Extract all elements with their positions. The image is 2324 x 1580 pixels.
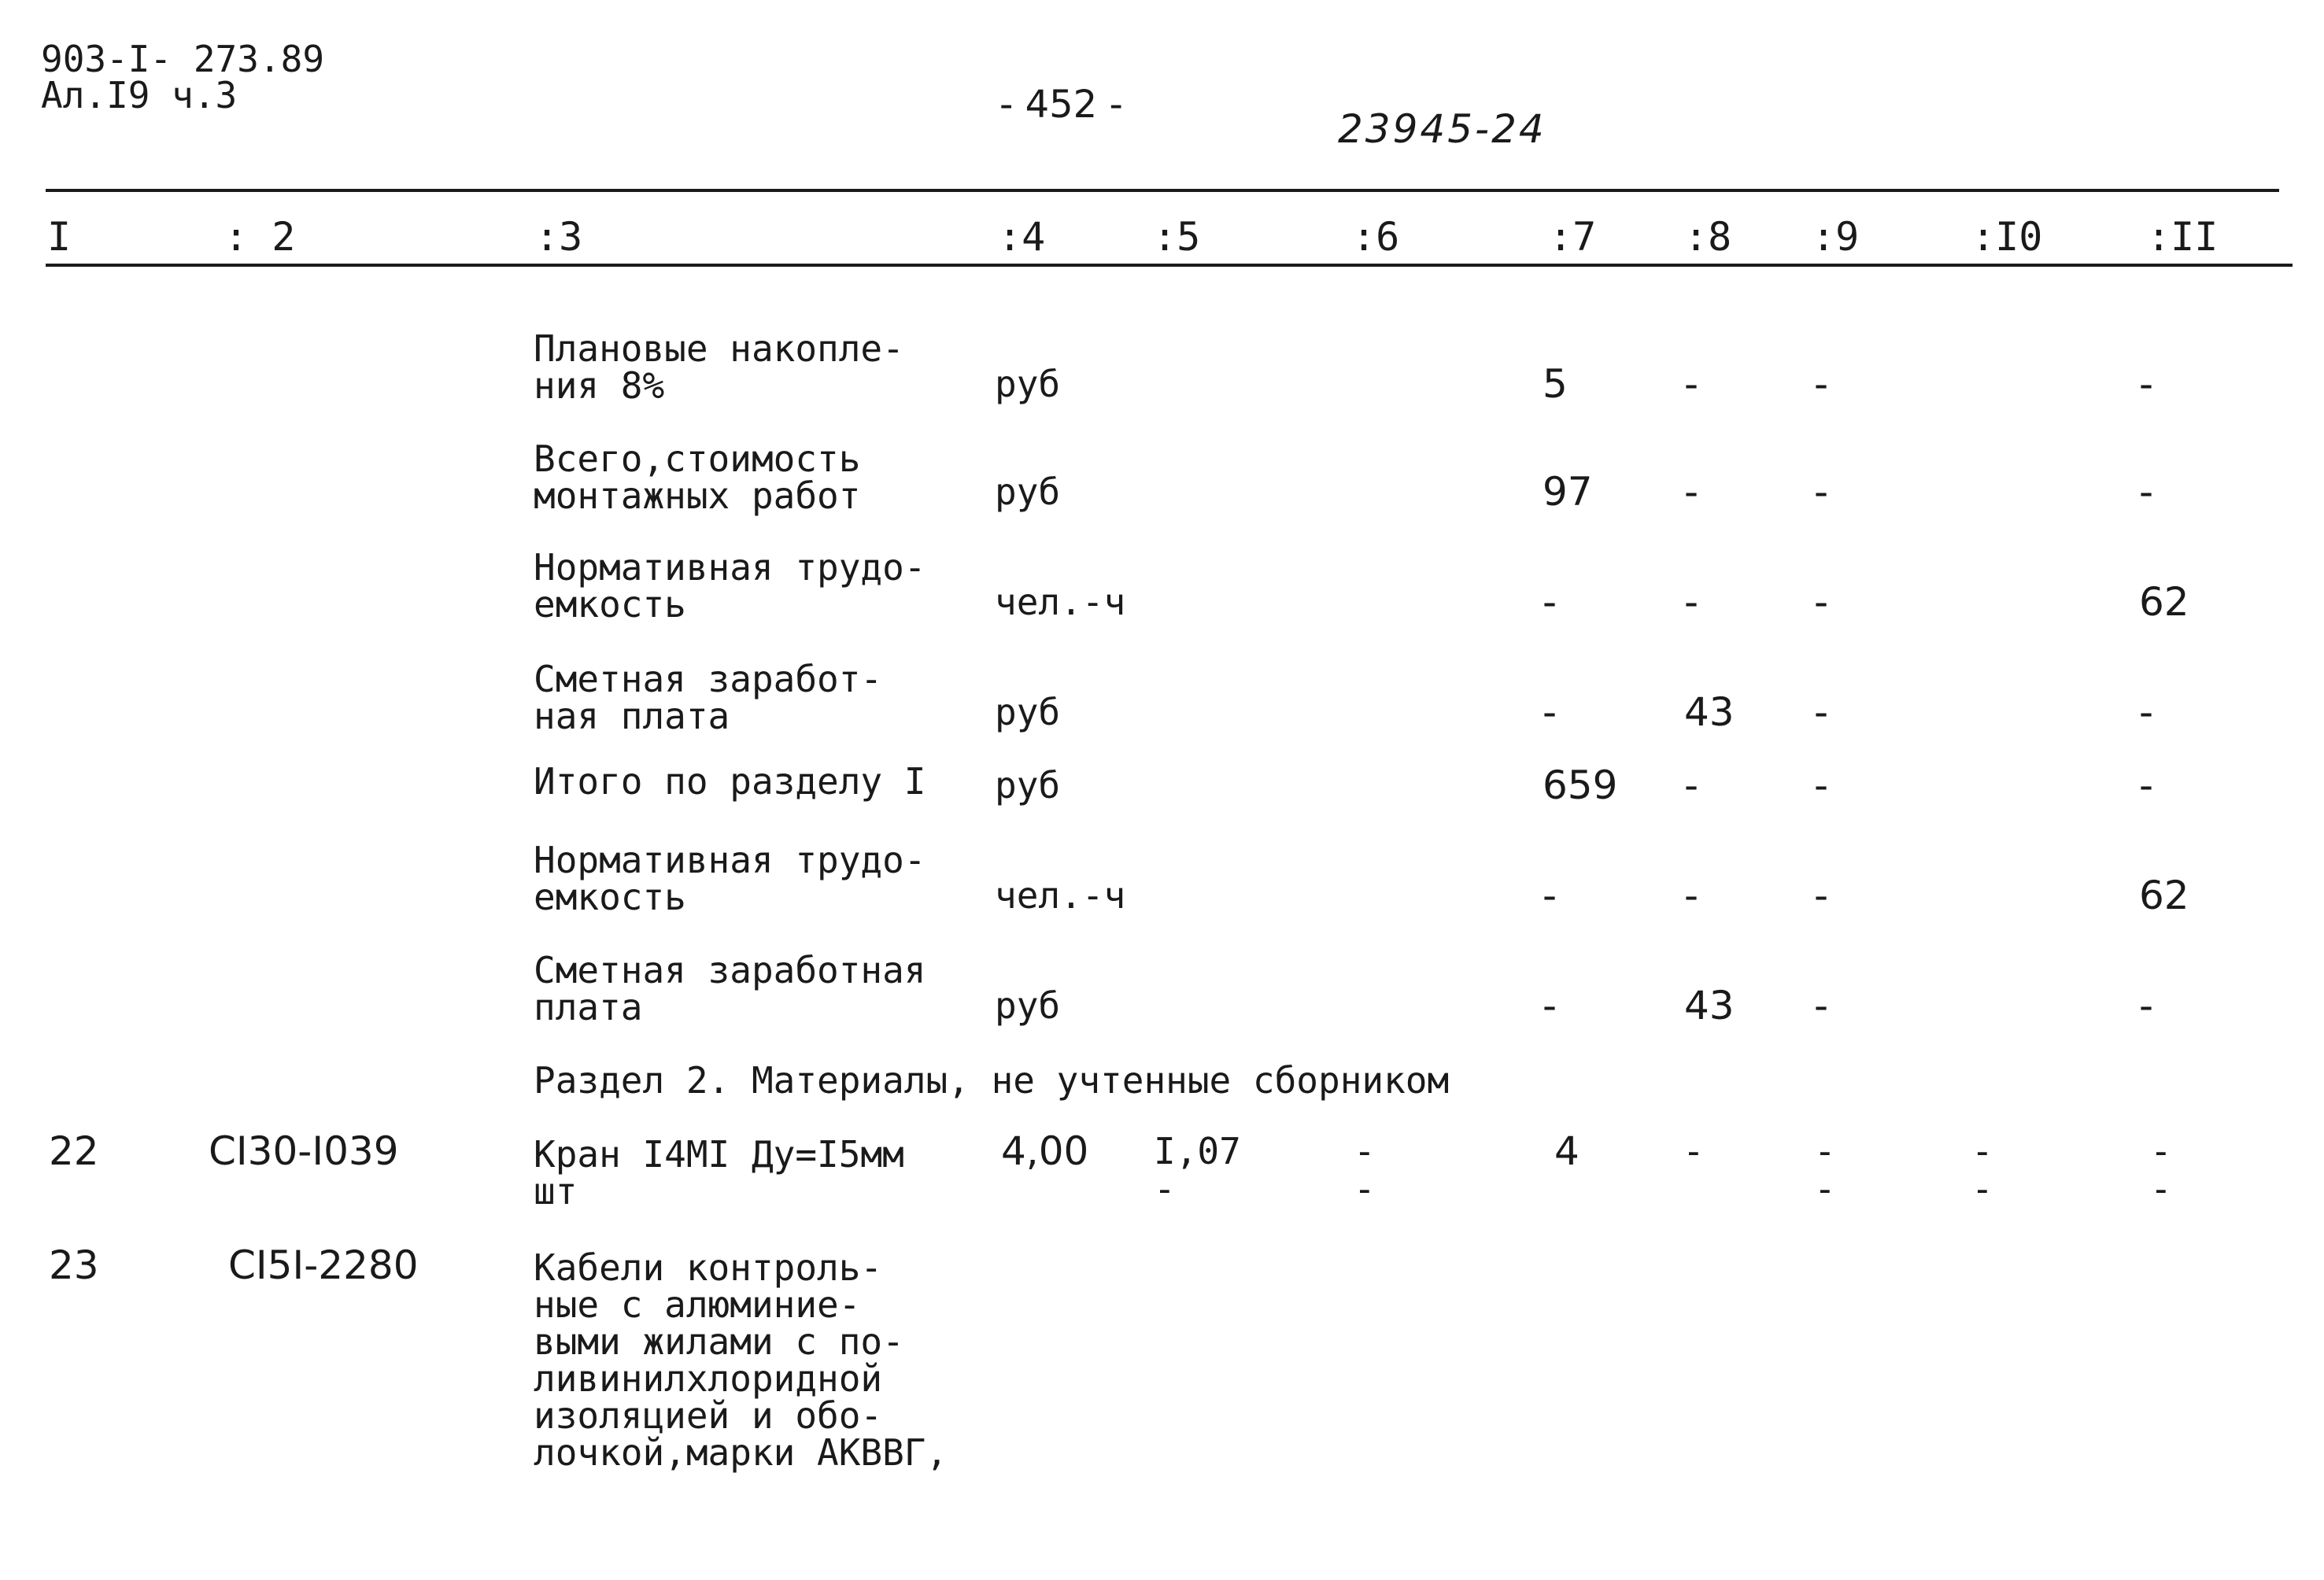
section-heading: Раздел 2. Материалы, не учтенные сборником bbox=[534, 1059, 1450, 1102]
cell-col7: - bbox=[1543, 873, 1557, 918]
cell-col11: - bbox=[2139, 689, 2154, 735]
cell-col7: - bbox=[1543, 983, 1557, 1028]
handwritten-number: 23945-24 bbox=[1338, 106, 1546, 152]
cell-col8: - bbox=[1683, 1130, 1705, 1172]
cell-col8: - bbox=[1684, 361, 1699, 407]
row-description: Итого по разделу I bbox=[534, 760, 926, 803]
item-code: CI5I-2280 bbox=[228, 1242, 419, 1288]
cell-col7: 97 bbox=[1543, 469, 1593, 515]
cell-col8: - bbox=[1684, 762, 1699, 808]
cell-col11: 62 bbox=[2139, 873, 2189, 918]
col-header-1: I bbox=[47, 214, 72, 260]
cell-col7: 4 bbox=[1554, 1128, 1580, 1174]
col-header-5: :5 bbox=[1153, 214, 1201, 260]
col-header-8: :8 bbox=[1684, 214, 1732, 260]
page-number: - 452 - bbox=[999, 83, 1123, 127]
cell-col9: - bbox=[1814, 983, 1829, 1028]
cell-col8: - bbox=[1684, 873, 1699, 918]
cell-col6: - bbox=[1354, 1130, 1376, 1172]
row-description: Плановые накопле- ния 8% bbox=[534, 327, 904, 407]
row-description: Всего,стоимость монтажных работ bbox=[534, 437, 861, 517]
cell-col7: 659 bbox=[1543, 762, 1618, 808]
row-description: Нормативная трудо- емкость bbox=[534, 839, 926, 918]
col-header-10: :I0 bbox=[1971, 214, 2043, 260]
document-code-line1: 903-I- 273.89 bbox=[41, 38, 325, 80]
item-number: 23 bbox=[49, 1242, 99, 1288]
item-description: Кран I4MI Ду=I5мм шт bbox=[534, 1133, 904, 1213]
cell-col7: - bbox=[1543, 689, 1557, 735]
cell-col11: 62 bbox=[2139, 579, 2189, 625]
cell-col7: 5 bbox=[1543, 361, 1568, 407]
cell-col9-line2: - bbox=[1814, 1168, 1836, 1210]
col-header-6: :6 bbox=[1352, 214, 1400, 260]
col-header-11: :II bbox=[2147, 214, 2219, 260]
row-unit: чел.-ч bbox=[995, 581, 1126, 623]
cell-col4: 4,00 bbox=[1001, 1128, 1089, 1174]
row-unit: руб bbox=[995, 764, 1061, 807]
cell-col5-line2: - bbox=[1154, 1168, 1176, 1210]
cell-col8: 43 bbox=[1684, 983, 1735, 1028]
cell-col9: - bbox=[1814, 689, 1829, 735]
col-header-2: : 2 bbox=[224, 214, 296, 260]
cell-col9: - bbox=[1814, 873, 1829, 918]
row-unit: руб bbox=[995, 471, 1061, 513]
cell-col9: - bbox=[1814, 762, 1829, 808]
cell-col8: - bbox=[1684, 579, 1699, 625]
row-description: Сметная заработ- ная плата bbox=[534, 658, 883, 737]
row-unit: руб bbox=[995, 984, 1061, 1027]
cell-col11-line2: - bbox=[2150, 1168, 2172, 1210]
cell-col11: - bbox=[2139, 469, 2154, 515]
row-unit: руб bbox=[995, 691, 1061, 733]
top-rule bbox=[46, 189, 2279, 192]
cell-col9: - bbox=[1814, 469, 1829, 515]
col-header-9: :9 bbox=[1812, 214, 1860, 260]
cell-col7: - bbox=[1543, 579, 1557, 625]
item-number: 22 bbox=[49, 1128, 99, 1174]
row-unit: чел.-ч bbox=[995, 874, 1126, 917]
cell-col8: - bbox=[1684, 469, 1699, 515]
cell-col6-line2: - bbox=[1354, 1168, 1376, 1210]
item-description: Кабели контроль- ные с алюминие- выми жилами с по- ливинилхлоридной изоляцией и обо- лочкой,марки АКВВГ, bbox=[534, 1246, 948, 1474]
row-description: Сметная заработная плата bbox=[534, 949, 926, 1028]
cell-col9: - bbox=[1814, 1130, 1836, 1172]
col-header-3: :3 bbox=[535, 214, 583, 260]
cell-col5: I,07 bbox=[1154, 1130, 1241, 1172]
cell-col11: - bbox=[2139, 762, 2154, 808]
cell-col11: - bbox=[2139, 983, 2154, 1028]
document-code bbox=[41, 38, 325, 116]
row-description: Нормативная трудо- емкость bbox=[534, 546, 926, 626]
cell-col11: - bbox=[2139, 361, 2154, 407]
cell-col9: - bbox=[1814, 361, 1829, 407]
cell-col8: 43 bbox=[1684, 689, 1735, 735]
col-header-7: :7 bbox=[1549, 214, 1597, 260]
col-header-4: :4 bbox=[998, 214, 1046, 260]
item-code: CI30-I039 bbox=[209, 1128, 399, 1174]
row-unit: руб bbox=[995, 363, 1061, 405]
cell-col9: - bbox=[1814, 579, 1829, 625]
document-code-line2: Ал.I9 ч.3 bbox=[41, 74, 238, 116]
cell-col10-line2: - bbox=[1971, 1168, 1993, 1210]
cell-col10: - bbox=[1971, 1130, 1993, 1172]
cell-col11: - bbox=[2150, 1130, 2172, 1172]
header-rule bbox=[46, 264, 2293, 267]
